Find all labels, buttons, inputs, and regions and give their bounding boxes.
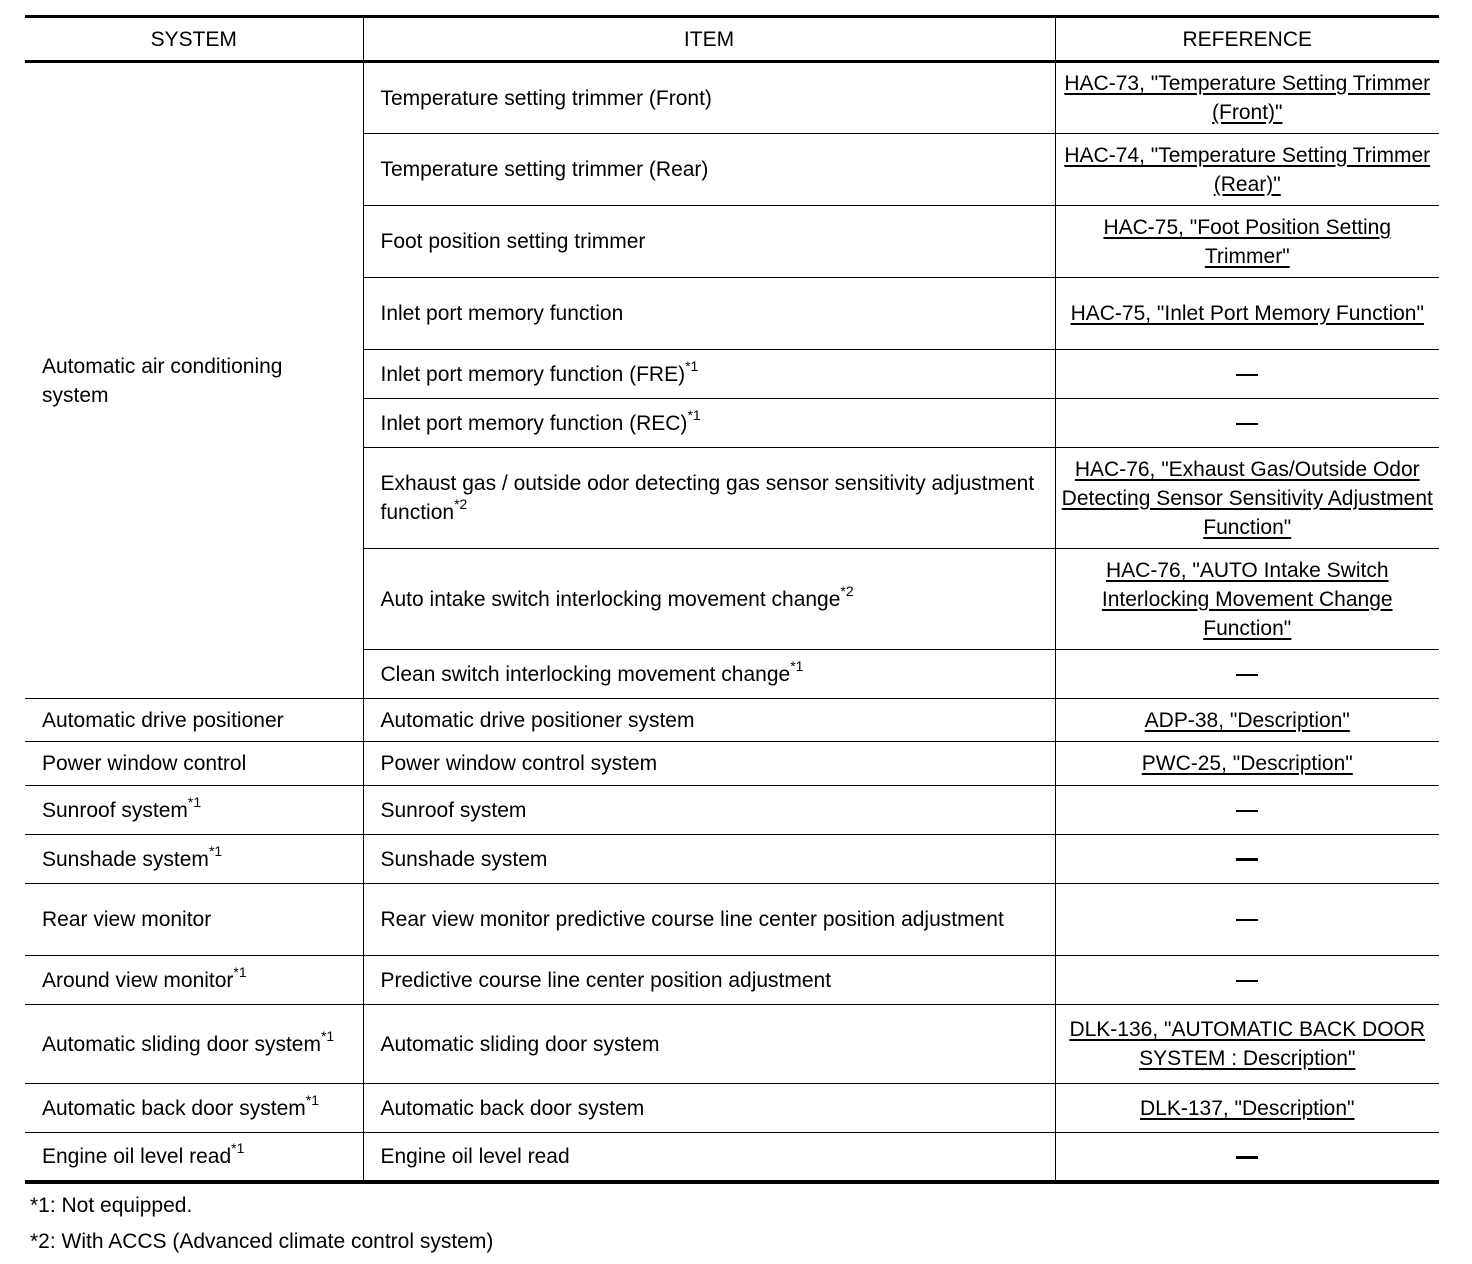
system-cell xyxy=(25,1133,363,1182)
item-label: Automatic back door system xyxy=(380,1096,645,1120)
no-reference-dash xyxy=(1236,374,1258,376)
header-reference: REFERENCE xyxy=(1055,17,1439,62)
table-row xyxy=(25,1084,1439,1133)
item-label: Exhaust gas / outside odor detecting gas sensor sensitivity adjustment function xyxy=(380,472,1035,524)
item-cell xyxy=(363,350,1055,399)
table-row xyxy=(25,835,1439,884)
item-cell xyxy=(363,134,1055,206)
system-cell xyxy=(25,884,363,956)
system-label: Automatic back door system xyxy=(42,1096,306,1120)
reference-cell xyxy=(1055,399,1439,448)
system-cell xyxy=(25,835,363,884)
item-cell xyxy=(363,742,1055,786)
footnote-marker: *1 xyxy=(320,1027,335,1044)
item-label: Automatic sliding door system xyxy=(380,1032,660,1056)
reference-link[interactable]: PWC-25, "Description" xyxy=(1141,752,1353,775)
system-cell xyxy=(25,1084,363,1133)
item-label: Sunroof system xyxy=(380,798,527,822)
reference-cell xyxy=(1055,650,1439,699)
item-cell xyxy=(363,1133,1055,1182)
system-label: Automatic air conditioning system xyxy=(42,354,283,407)
footnote-1: *1: Not equipped. xyxy=(30,1194,193,1217)
footnote-marker: *1 xyxy=(305,1091,320,1108)
no-reference-dash xyxy=(1236,919,1258,921)
item-label: Temperature setting trimmer (Rear) xyxy=(380,158,709,181)
footnote-marker: *1 xyxy=(233,963,247,980)
footnote-marker: *1 xyxy=(187,793,202,810)
no-reference-dash xyxy=(1236,810,1258,812)
system-label: Sunroof system xyxy=(42,798,188,822)
reference-link[interactable]: HAC-73, "Temperature Setting Trimmer (Front)" xyxy=(1064,72,1431,124)
item-cell xyxy=(363,448,1055,549)
reference-cell xyxy=(1055,350,1439,399)
item-cell xyxy=(363,650,1055,699)
footnote-marker: *1 xyxy=(208,842,223,859)
item-cell xyxy=(363,884,1055,956)
item-cell xyxy=(363,956,1055,1005)
reference-link[interactable]: HAC-76, "Exhaust Gas/Outside Odor Detecting Sensor Sensitivity Adjustment Function" xyxy=(1061,457,1433,539)
item-label: Sunshade system xyxy=(380,847,548,871)
item-cell xyxy=(363,549,1055,650)
footnote-marker: *2 xyxy=(454,496,468,512)
footnote-marker: *2 xyxy=(840,582,854,599)
item-label: Inlet port memory function (FRE) xyxy=(380,362,686,386)
item-label: Automatic drive positioner system xyxy=(380,708,695,732)
reference-cell xyxy=(1055,134,1439,206)
system-label: Around view monitor xyxy=(42,968,234,992)
item-cell xyxy=(363,786,1055,835)
no-reference-dash xyxy=(1236,858,1258,861)
reference-link[interactable]: ADP-38, "Description" xyxy=(1144,708,1350,732)
no-reference-dash xyxy=(1236,423,1258,425)
reference-cell xyxy=(1055,742,1439,786)
item-label: Temperature setting trimmer (Front) xyxy=(380,86,712,110)
footnote-2: *2: With ACCS (Advanced climate control system) xyxy=(30,1230,494,1253)
system-label: Rear view monitor xyxy=(42,908,212,931)
reference-cell xyxy=(1055,884,1439,956)
system-cell-auto-ac xyxy=(25,62,363,699)
footnotes xyxy=(30,1188,493,1260)
reference-cell xyxy=(1055,835,1439,884)
system-label: Automatic drive positioner xyxy=(42,708,284,732)
reference-link[interactable]: HAC-75, "Foot Position Setting Trimmer" xyxy=(1103,215,1392,268)
reference-link[interactable]: DLK-137, "Description" xyxy=(1139,1096,1355,1120)
reference-table xyxy=(25,15,1439,1184)
item-label: Engine oil level read xyxy=(380,1144,570,1168)
item-label: Inlet port memory function (REC) xyxy=(380,411,688,435)
reference-cell xyxy=(1055,549,1439,650)
header-item: ITEM xyxy=(363,17,1055,62)
table-row xyxy=(25,1133,1439,1182)
table-row xyxy=(25,786,1439,835)
item-label: Predictive course line center position adjustment xyxy=(380,968,832,992)
reference-cell xyxy=(1055,956,1439,1005)
item-label: Rear view monitor predictive course line center position adjustment xyxy=(380,908,1004,931)
item-cell xyxy=(363,278,1055,350)
reference-link[interactable]: HAC-74, "Temperature Setting Trimmer (Rear)" xyxy=(1064,143,1431,196)
no-reference-dash xyxy=(1236,674,1258,676)
reference-cell xyxy=(1055,278,1439,350)
footnote-marker: *1 xyxy=(790,657,804,674)
table-header-row xyxy=(25,17,1439,62)
no-reference-dash xyxy=(1236,1156,1258,1159)
system-cell xyxy=(25,699,363,742)
item-label: Clean switch interlocking movement change xyxy=(380,662,791,686)
item-cell xyxy=(363,399,1055,448)
item-label: Inlet port memory function xyxy=(380,302,624,325)
reference-cell xyxy=(1055,62,1439,134)
system-cell xyxy=(25,956,363,1005)
table-row xyxy=(25,956,1439,1005)
system-cell xyxy=(25,1005,363,1084)
table-row xyxy=(25,62,1439,134)
item-label: Foot position setting trimmer xyxy=(380,230,646,253)
no-reference-dash xyxy=(1236,980,1258,982)
table-row xyxy=(25,1005,1439,1084)
system-label: Sunshade system xyxy=(42,847,209,871)
item-label: Auto intake switch interlocking movement change xyxy=(380,587,841,611)
reference-cell xyxy=(1055,1084,1439,1133)
header-system: SYSTEM xyxy=(25,17,363,62)
table-row xyxy=(25,742,1439,786)
reference-link[interactable]: HAC-75, "Inlet Port Memory Function" xyxy=(1070,302,1424,325)
item-cell xyxy=(363,1005,1055,1084)
reference-cell xyxy=(1055,1133,1439,1182)
table-row xyxy=(25,699,1439,742)
reference-cell xyxy=(1055,1005,1439,1084)
system-label: Automatic sliding door system xyxy=(42,1032,321,1056)
system-label: Engine oil level read xyxy=(42,1144,232,1168)
reference-cell xyxy=(1055,786,1439,835)
system-label: Power window control xyxy=(42,752,247,775)
footnote-marker: *1 xyxy=(687,406,701,423)
system-cell xyxy=(25,786,363,835)
item-label: Power window control system xyxy=(380,752,658,775)
item-cell xyxy=(363,1084,1055,1133)
item-cell xyxy=(363,835,1055,884)
footnote-marker: *1 xyxy=(231,1139,245,1156)
system-cell xyxy=(25,742,363,786)
item-cell xyxy=(363,699,1055,742)
reference-cell xyxy=(1055,448,1439,549)
reference-link[interactable]: DLK-136, "AUTOMATIC BACK DOOR SYSTEM : Description" xyxy=(1069,1018,1426,1070)
item-cell xyxy=(363,62,1055,134)
table-row xyxy=(25,884,1439,956)
reference-cell xyxy=(1055,206,1439,278)
reference-cell xyxy=(1055,699,1439,742)
reference-link[interactable]: HAC-76, "AUTO Intake Switch Interlocking Movement Change Function" xyxy=(1101,558,1393,640)
item-cell xyxy=(363,206,1055,278)
footnote-marker: *1 xyxy=(685,357,699,374)
